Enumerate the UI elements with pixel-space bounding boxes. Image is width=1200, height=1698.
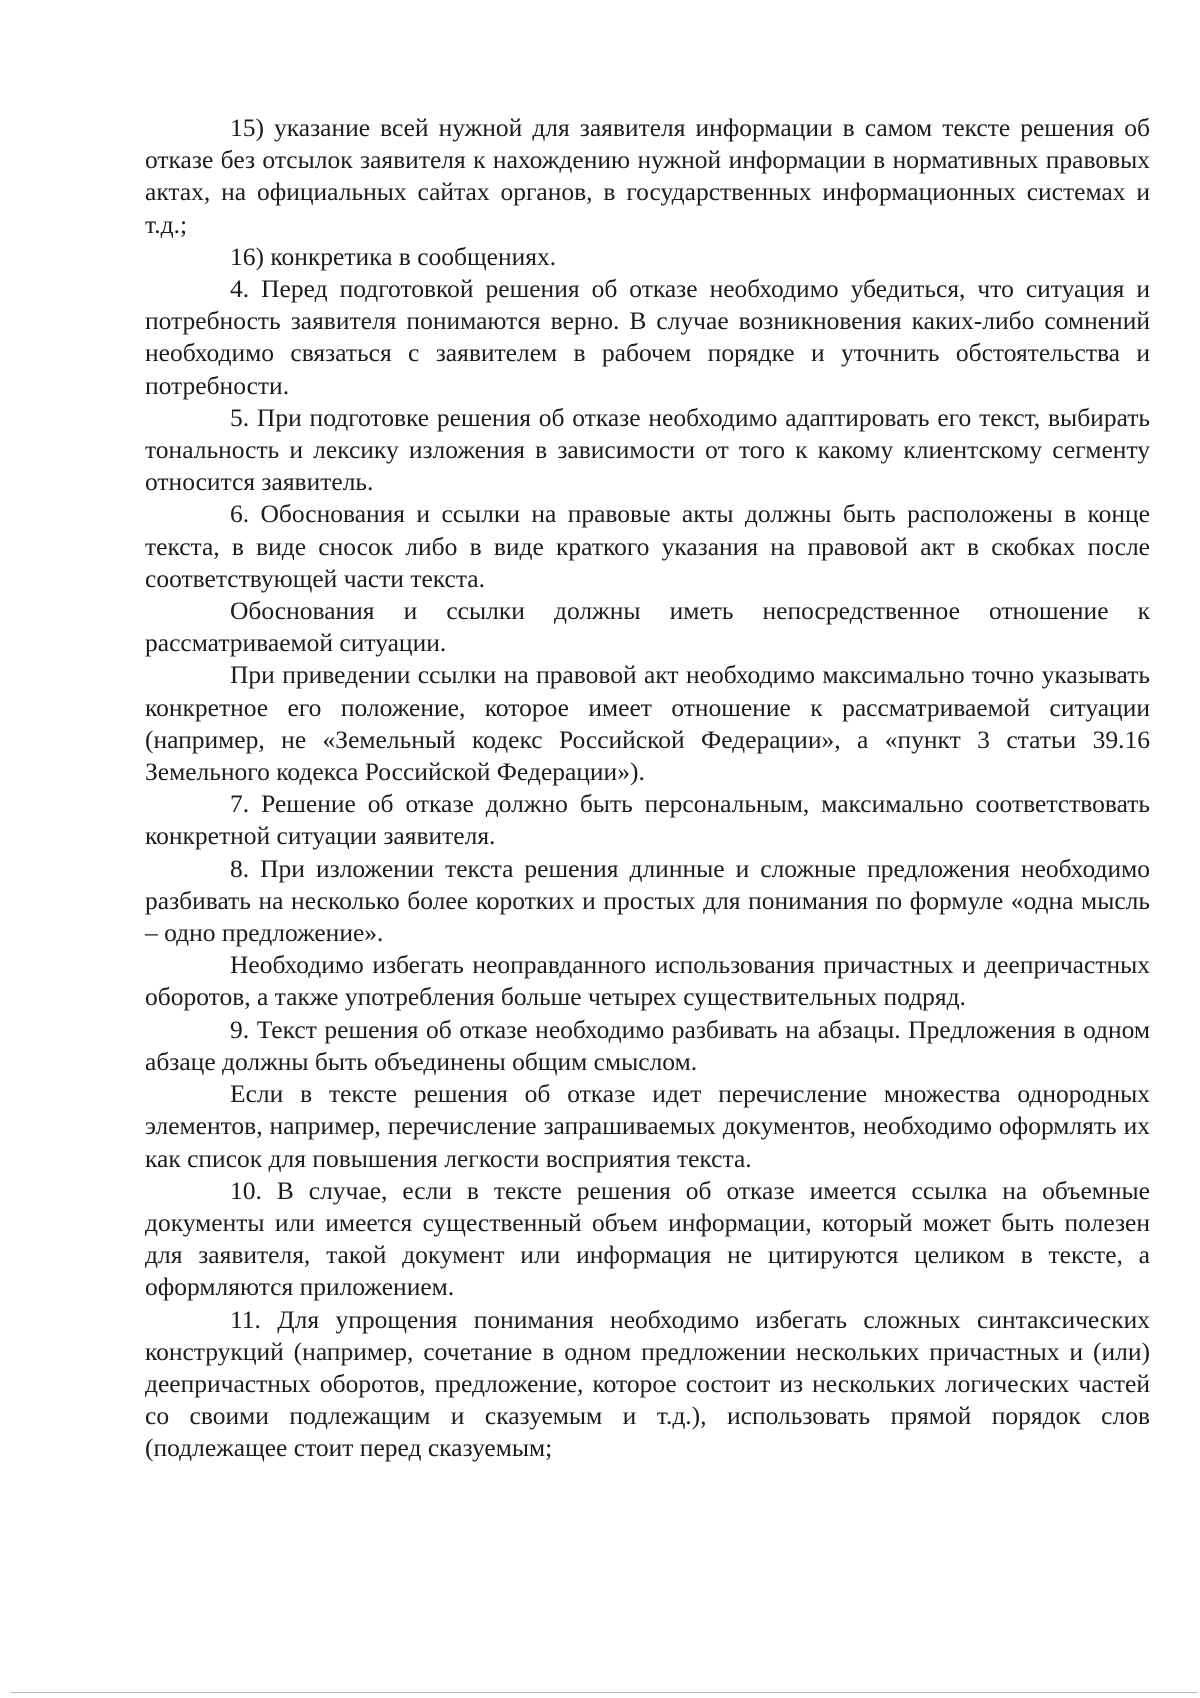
- paragraph-section-4: 4. Перед подготовкой решения об отказе необходимо убедиться, что ситуация и потребность заявителя понимаются верно. В случае возникновения каких-либо сомнений необходимо связаться с заявителем в рабочем порядке и уточнить обстоятельства и потребности.: [145, 274, 1150, 400]
- paragraph-section-6-cont-1: Обоснования и ссылки должны иметь непосредственное отношение к рассматриваемой ситуации.: [145, 596, 1150, 658]
- paragraph-section-8: 8. При изложении текста решения длинные и сложные предложения необходимо разбивать на несколько более коротких и простых для понимания по формуле «одна мысль – одно предложение».: [145, 853, 1150, 948]
- paragraph-item-15: 15) указание всей нужной для заявителя информации в самом тексте решения об отказе без отсылок заявителя к нахождению нужной информации в нормативных правовых актах, на официальных сайтах органов, в государственных информационных системах и т.д.;: [145, 113, 1150, 239]
- paragraph-section-9-cont: Если в тексте решения об отказе идет перечисление множества однородных элементов, например, перечисление запрашиваемых документов, необходимо оформлять их как список для повышения легкости восприятия текста.: [145, 1079, 1150, 1173]
- page-bottom-rule: [10, 1692, 1198, 1693]
- paragraph-section-6: 6. Обоснования и ссылки на правовые акты должны быть расположены в конце текста, в виде сносок либо в виде краткого указания на правовой акт в скобках после соответствующей части текста.: [145, 499, 1150, 593]
- document-page: [145, 112, 1150, 1465]
- paragraph-section-11: 11. Для упрощения понимания необходимо избегать сложных синтаксических конструкций (например, сочетание в одном предложении нескольких причастных и (или) деепричастных оборотов, предложение, которое состоит из нескольких логических частей со своими подлежащим и сказуемым и т.д.), использовать прямой порядок слов (подлежащее стоит перед сказуемым;: [145, 1304, 1150, 1463]
- paragraph-section-7: 7. Решение об отказе должно быть персональным, максимально соответствовать конкретной ситуации заявителя.: [145, 789, 1150, 851]
- paragraph-section-5: 5. При подготовке решения об отказе необходимо адаптировать его текст, выбирать тональность и лексику изложения в зависимости от того к какому клиентскому сегменту относится заявитель.: [145, 402, 1150, 497]
- paragraph-section-6-cont-2: При приведении ссылки на правовой акт необходимо максимально точно указывать конкретное его положение, которое имеет отношение к рассматриваемой ситуации (например, не «Земельный кодекс Российской Федерации», а «пункт 3 статьи 39.16 Земельного кодекса Российской Федерации»).: [145, 660, 1150, 787]
- paragraph-section-9: 9. Текст решения об отказе необходимо разбивать на абзацы. Предложения в одном абзаце должны быть объединены общим смыслом.: [145, 1014, 1150, 1076]
- paragraph-section-10: 10. В случае, если в тексте решения об отказе имеется ссылка на объемные документы или имеется существенный объем информации, который может быть полезен для заявителя, такой документ или информация не цитируются целиком в тексте, а оформляются приложением.: [145, 1175, 1150, 1302]
- paragraph-item-16: 16) конкретика в сообщениях.: [230, 241, 557, 271]
- paragraph-section-8-cont: Необходимо избегать неоправданного использования причастных и деепричастных оборотов, а также употребления больше четырех существительных подряд.: [145, 950, 1150, 1012]
